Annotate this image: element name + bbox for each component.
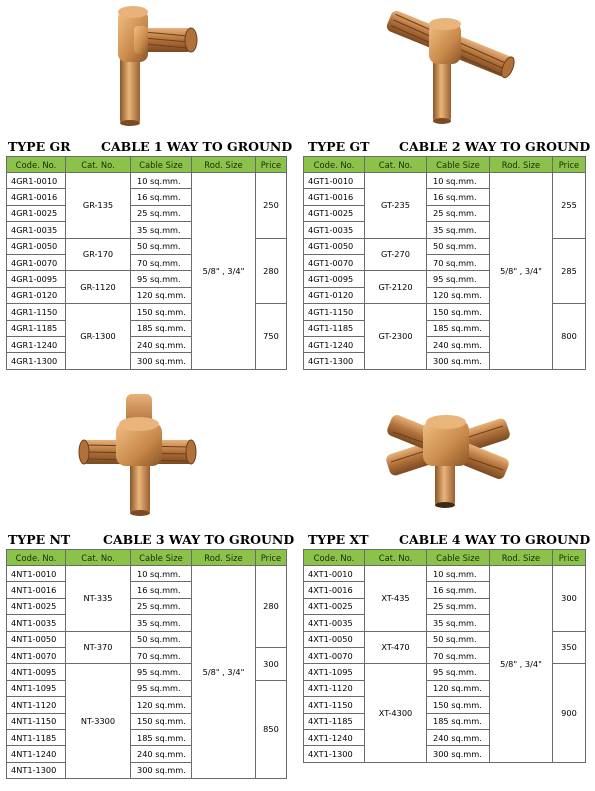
cat-cell: GR-135 <box>66 173 131 239</box>
col-header-rod: Rod. Size <box>490 550 553 566</box>
code-cell: 4GR1-0050 <box>7 238 66 254</box>
table-row <box>304 566 586 582</box>
size-cell: 95 sq.mm. <box>131 271 192 287</box>
code-cell: 4XT1-0016 <box>304 582 365 598</box>
spec-table <box>6 156 287 370</box>
cat-cell: GT-270 <box>365 238 427 271</box>
size-cell: 185 sq.mm. <box>427 713 490 729</box>
rod-size-cell: 5/8" , 3/4" <box>490 173 553 370</box>
code-cell: 4XT1-1150 <box>304 697 365 713</box>
col-header-size: Cable Size <box>131 157 192 173</box>
size-cell: 300 sq.mm. <box>427 746 490 762</box>
rod-size-cell: 5/8" , 3/4" <box>192 173 256 370</box>
nt-clamp-image <box>78 388 198 518</box>
section-heading <box>8 532 298 548</box>
spec-table <box>303 156 586 370</box>
col-header-cat: Cat. No. <box>365 157 427 173</box>
code-cell: 4GT1-0095 <box>304 271 365 287</box>
size-cell: 300 sq.mm. <box>427 353 490 369</box>
size-cell: 185 sq.mm. <box>131 729 192 745</box>
code-cell: 4XT1-1185 <box>304 713 365 729</box>
code-cell: 4GT1-0050 <box>304 238 365 254</box>
size-cell: 35 sq.mm. <box>131 222 192 238</box>
col-header-size: Cable Size <box>131 550 192 566</box>
col-header-price: Price <box>553 550 586 566</box>
code-cell: 4GT1-0120 <box>304 287 365 303</box>
price-cell: 280 <box>256 566 287 648</box>
price-cell: 900 <box>553 664 586 762</box>
code-cell: 4NT1-0095 <box>7 664 66 680</box>
code-cell: 4NT1-0016 <box>7 582 66 598</box>
col-header-rod: Rod. Size <box>192 550 256 566</box>
size-cell: 25 sq.mm. <box>427 205 490 221</box>
price-cell: 300 <box>553 566 586 632</box>
table-row <box>7 566 287 582</box>
code-cell: 4GR1-0016 <box>7 189 66 205</box>
type-label: TYPE NT <box>8 532 71 547</box>
col-header-size: Cable Size <box>427 157 490 173</box>
code-cell: 4NT1-1120 <box>7 697 66 713</box>
size-cell: 35 sq.mm. <box>427 615 490 631</box>
code-cell: 4GR1-0120 <box>7 287 66 303</box>
section-heading <box>308 139 593 155</box>
size-cell: 95 sq.mm. <box>131 664 192 680</box>
price-cell: 300 <box>256 647 287 680</box>
code-cell: 4NT1-0035 <box>7 615 66 631</box>
size-cell: 10 sq.mm. <box>427 566 490 582</box>
code-cell: 4GR1-0035 <box>7 222 66 238</box>
col-header-code: Code. No. <box>7 550 66 566</box>
table-header-row <box>7 157 287 173</box>
price-cell: 285 <box>553 238 586 304</box>
size-cell: 10 sq.mm. <box>131 566 192 582</box>
size-cell: 185 sq.mm. <box>427 320 490 336</box>
size-cell: 95 sq.mm. <box>427 664 490 680</box>
cat-cell: GT-235 <box>365 173 427 239</box>
code-cell: 4GR1-0095 <box>7 271 66 287</box>
cat-cell: XT-435 <box>365 566 427 632</box>
price-cell: 850 <box>256 680 287 778</box>
size-cell: 50 sq.mm. <box>427 238 490 254</box>
gt-clamp-image <box>383 2 518 125</box>
size-cell: 16 sq.mm. <box>427 582 490 598</box>
code-cell: 4GR1-1150 <box>7 304 66 320</box>
code-cell: 4XT1-0070 <box>304 647 365 663</box>
table-row <box>7 173 287 189</box>
size-cell: 25 sq.mm. <box>427 598 490 614</box>
col-header-price: Price <box>553 157 586 173</box>
code-cell: 4GR1-0010 <box>7 173 66 189</box>
price-cell: 750 <box>256 304 287 370</box>
code-cell: 4NT1-0070 <box>7 647 66 663</box>
section-heading <box>8 139 298 155</box>
code-cell: 4NT1-1185 <box>7 729 66 745</box>
code-cell: 4GT1-0010 <box>304 173 365 189</box>
table-header-row <box>304 550 586 566</box>
section-heading <box>308 532 593 548</box>
table-header-row <box>304 157 586 173</box>
code-cell: 4NT1-1240 <box>7 746 66 762</box>
size-cell: 150 sq.mm. <box>131 713 192 729</box>
code-cell: 4NT1-0050 <box>7 631 66 647</box>
col-header-price: Price <box>256 157 287 173</box>
col-header-size: Cable Size <box>427 550 490 566</box>
col-header-code: Code. No. <box>304 157 365 173</box>
code-cell: 4GT1-1240 <box>304 336 365 352</box>
size-cell: 240 sq.mm. <box>427 336 490 352</box>
code-cell: 4NT1-0025 <box>7 598 66 614</box>
size-cell: 35 sq.mm. <box>427 222 490 238</box>
code-cell: 4GT1-1150 <box>304 304 365 320</box>
size-cell: 120 sq.mm. <box>427 287 490 303</box>
type-description: CABLE 2 WAY TO GROUND <box>399 139 591 154</box>
code-cell: 4GR1-0025 <box>7 205 66 221</box>
size-cell: 300 sq.mm. <box>131 353 192 369</box>
rod-size-cell: 5/8" , 3/4" <box>192 566 256 779</box>
code-cell: 4XT1-1300 <box>304 746 365 762</box>
col-header-cat: Cat. No. <box>66 550 131 566</box>
type-label: TYPE GR <box>8 139 71 154</box>
size-cell: 240 sq.mm. <box>131 746 192 762</box>
code-cell: 4NT1-1150 <box>7 713 66 729</box>
size-cell: 50 sq.mm. <box>427 631 490 647</box>
xt-clamp-image <box>383 392 513 510</box>
code-cell: 4GT1-0016 <box>304 189 365 205</box>
size-cell: 70 sq.mm. <box>131 254 192 270</box>
cat-cell: XT-4300 <box>365 664 427 762</box>
type-description: CABLE 3 WAY TO GROUND <box>103 532 295 547</box>
code-cell: 4XT1-0010 <box>304 566 365 582</box>
price-cell: 255 <box>553 173 586 239</box>
type-description: CABLE 1 WAY TO GROUND <box>101 139 293 154</box>
col-header-cat: Cat. No. <box>365 550 427 566</box>
cat-cell: GR-1120 <box>66 271 131 304</box>
code-cell: 4XT1-1120 <box>304 680 365 696</box>
code-cell: 4XT1-0035 <box>304 615 365 631</box>
cat-cell: NT-3300 <box>66 664 131 779</box>
size-cell: 50 sq.mm. <box>131 238 192 254</box>
price-cell: 350 <box>553 631 586 664</box>
type-label: TYPE XT <box>308 532 369 547</box>
size-cell: 240 sq.mm. <box>427 729 490 745</box>
size-cell: 150 sq.mm. <box>427 304 490 320</box>
size-cell: 95 sq.mm. <box>427 271 490 287</box>
size-cell: 95 sq.mm. <box>131 680 192 696</box>
code-cell: 4XT1-0025 <box>304 598 365 614</box>
cat-cell: XT-470 <box>365 631 427 664</box>
size-cell: 50 sq.mm. <box>131 631 192 647</box>
table-header-row <box>7 550 287 566</box>
type-label: TYPE GT <box>308 139 370 154</box>
size-cell: 70 sq.mm. <box>427 254 490 270</box>
size-cell: 25 sq.mm. <box>131 205 192 221</box>
price-cell: 250 <box>256 173 287 239</box>
cat-cell: GR-1300 <box>66 304 131 370</box>
spec-table <box>6 549 287 779</box>
cat-cell: GT-2120 <box>365 271 427 304</box>
size-cell: 120 sq.mm. <box>427 680 490 696</box>
size-cell: 70 sq.mm. <box>131 647 192 663</box>
code-cell: 4XT1-1240 <box>304 729 365 745</box>
cat-cell: NT-335 <box>66 566 131 632</box>
size-cell: 16 sq.mm. <box>131 582 192 598</box>
code-cell: 4NT1-0010 <box>7 566 66 582</box>
size-cell: 240 sq.mm. <box>131 336 192 352</box>
size-cell: 10 sq.mm. <box>131 173 192 189</box>
code-cell: 4GT1-1300 <box>304 353 365 369</box>
size-cell: 35 sq.mm. <box>131 615 192 631</box>
price-cell: 800 <box>553 304 586 370</box>
col-header-price: Price <box>256 550 287 566</box>
size-cell: 150 sq.mm. <box>427 697 490 713</box>
size-cell: 70 sq.mm. <box>427 647 490 663</box>
code-cell: 4GR1-1300 <box>7 353 66 369</box>
col-header-rod: Rod. Size <box>490 157 553 173</box>
price-cell: 280 <box>256 238 287 304</box>
code-cell: 4NT1-1095 <box>7 680 66 696</box>
size-cell: 300 sq.mm. <box>131 762 192 778</box>
size-cell: 16 sq.mm. <box>427 189 490 205</box>
size-cell: 25 sq.mm. <box>131 598 192 614</box>
col-header-cat: Cat. No. <box>66 157 131 173</box>
size-cell: 150 sq.mm. <box>131 304 192 320</box>
cat-cell: GT-2300 <box>365 304 427 370</box>
size-cell: 185 sq.mm. <box>131 320 192 336</box>
code-cell: 4GR1-1185 <box>7 320 66 336</box>
size-cell: 120 sq.mm. <box>131 697 192 713</box>
code-cell: 4XT1-0050 <box>304 631 365 647</box>
code-cell: 4GT1-0035 <box>304 222 365 238</box>
rod-size-cell: 5/8" , 3/4" <box>490 566 553 763</box>
code-cell: 4GR1-0070 <box>7 254 66 270</box>
code-cell: 4XT1-1095 <box>304 664 365 680</box>
size-cell: 10 sq.mm. <box>427 173 490 189</box>
spec-table <box>303 549 586 763</box>
size-cell: 120 sq.mm. <box>131 287 192 303</box>
code-cell: 4NT1-1300 <box>7 762 66 778</box>
col-header-code: Code. No. <box>304 550 365 566</box>
table-row <box>304 173 586 189</box>
code-cell: 4GR1-1240 <box>7 336 66 352</box>
code-cell: 4GT1-0070 <box>304 254 365 270</box>
gr-clamp-image <box>90 2 200 127</box>
cat-cell: GR-170 <box>66 238 131 271</box>
size-cell: 16 sq.mm. <box>131 189 192 205</box>
col-header-rod: Rod. Size <box>192 157 256 173</box>
col-header-code: Code. No. <box>7 157 66 173</box>
code-cell: 4GT1-0025 <box>304 205 365 221</box>
code-cell: 4GT1-1185 <box>304 320 365 336</box>
type-description: CABLE 4 WAY TO GROUND <box>399 532 591 547</box>
cat-cell: NT-370 <box>66 631 131 664</box>
